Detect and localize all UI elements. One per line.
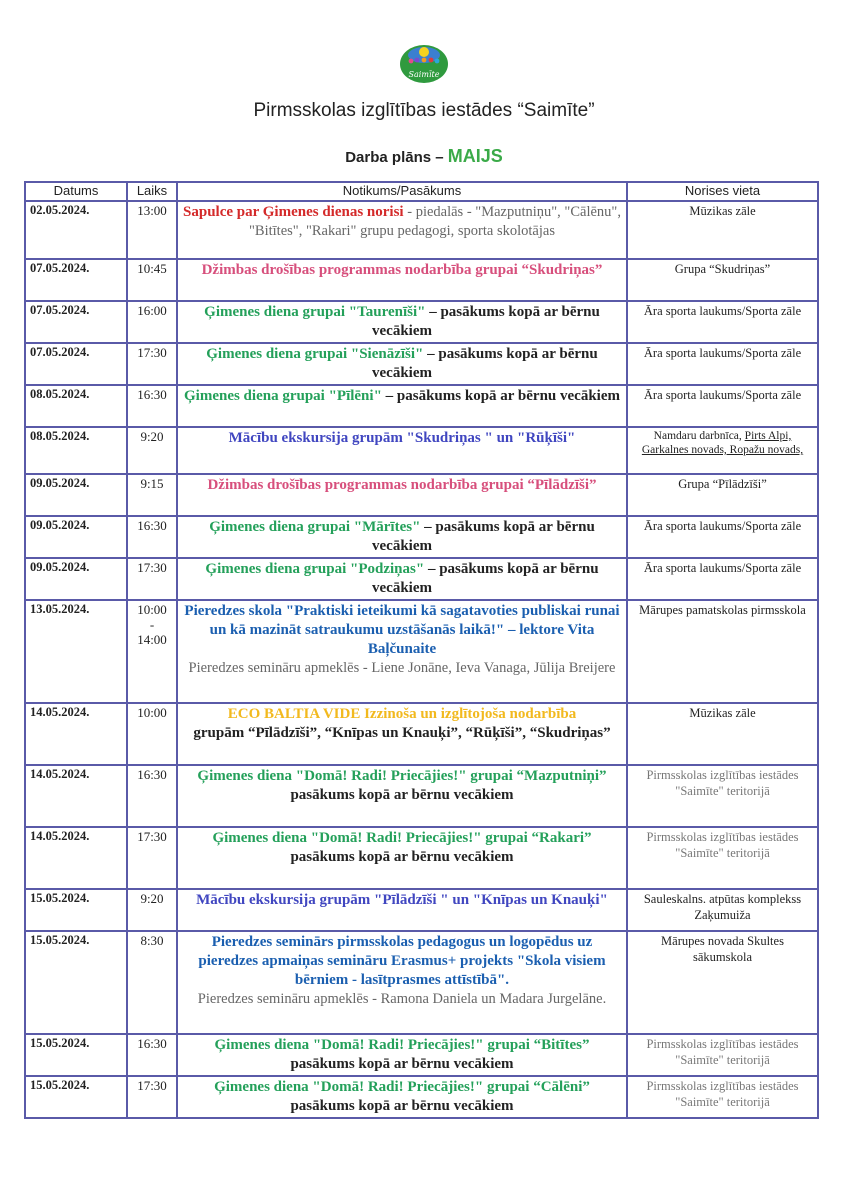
plan-prefix: Darba plāns – [345, 149, 444, 166]
table-header-row [25, 182, 818, 201]
event-title: Ģimenes diena grupai "Pīlēni" [183, 388, 382, 404]
row-date: 07.05.2024. [25, 301, 127, 343]
event-title: Ģimenes diena grupai "Sienāzīši" [206, 346, 424, 362]
row-event [177, 600, 627, 703]
row-event [177, 301, 627, 343]
event-details: pasākums kopā ar bērnu vecākiem [290, 1056, 514, 1072]
table-row [25, 474, 818, 516]
row-place: Pirmsskolas izglītības iestādes "Saimīte" teritorijā [627, 765, 818, 827]
row-date: 14.05.2024. [25, 703, 127, 765]
row-date: 15.05.2024. [25, 1034, 127, 1076]
event-title: Ģimenes diena "Domā! Radi! Priecājies!" grupai “Mazputniņi” [197, 768, 607, 784]
row-time: 17:30 [127, 343, 177, 385]
row-time: 9:15 [127, 474, 177, 516]
event-title: Ģimenes diena "Domā! Radi! Priecājies!" grupai “Rakari” [212, 830, 592, 846]
event-details: pasākums kopā ar bērnu vecākiem [290, 787, 514, 803]
event-details: – pasākums kopā ar bērnu vecākiem [372, 561, 599, 596]
row-time: 10:45 [127, 259, 177, 301]
table-row [25, 427, 818, 474]
event-details: – pasākums kopā ar bērnu vecākiem [381, 388, 620, 404]
place-link[interactable]: Pirts Alpi, Garkalnes novads, Ropažu novads, [641, 430, 804, 456]
row-date: 08.05.2024. [25, 385, 127, 427]
event-details: Pieredzes semināru apmeklēs - Liene Jonāne, Ieva Vanaga, Jūlija Breijere [188, 660, 616, 676]
page-title: Pirmsskolas izglītības iestādes “Saimīte” [253, 100, 595, 121]
row-place: Mūzikas zāle [627, 201, 818, 259]
row-date: 15.05.2024. [25, 889, 127, 931]
event-details: – pasākums kopā ar bērnu vecākiem [372, 519, 595, 554]
event-details: grupām “Pīlādzīši”, “Knīpas un Knauķi”, “Rūķīši”, “Skudriņas” [193, 725, 611, 741]
row-date: 09.05.2024. [25, 558, 127, 600]
row-time: 10:00 [127, 703, 177, 765]
table-row [25, 931, 818, 1034]
row-place [627, 427, 818, 474]
row-event [177, 385, 627, 427]
time-end: 14:00 [137, 632, 167, 647]
row-place: Pirmsskolas izglītības iestādes "Saimīte" teritorijā [627, 827, 818, 889]
row-event [177, 201, 627, 259]
place-part: Namdaru darbnīca, [653, 430, 745, 442]
row-place: Grupa “Skudriņas” [627, 259, 818, 301]
row-date: 09.05.2024. [25, 516, 127, 558]
table-row [25, 201, 818, 259]
row-place: Mārupes pamatskolas pirmsskola [627, 600, 818, 703]
table-row [25, 889, 818, 931]
table-row [25, 703, 818, 765]
row-time: 16:30 [127, 765, 177, 827]
table-row [25, 385, 818, 427]
table-row [25, 301, 818, 343]
event-title: Ģimenes diena grupai "Podziņas" [205, 561, 425, 577]
row-place: Grupa “Pīlādzīši” [627, 474, 818, 516]
table-row [25, 558, 818, 600]
row-place: Mārupes novada Skultes sākumskola [627, 931, 818, 1034]
event-title: Pieredzes skola "Praktiski ieteikumi kā sagatavoties publiskai runai un kā mazināt satraukumu uzstāšanās laikā!" – lektore Vita Baļčunaite [184, 603, 620, 657]
event-details: - piedalās - "Mazputniņu", "Cālēnu", "Bitītes", "Rakari" grupu pedagogi, sporta skolotājas [249, 204, 621, 239]
event-details: pasākums kopā ar bērnu vecākiem [290, 849, 514, 865]
row-event [177, 827, 627, 889]
row-time [127, 600, 177, 703]
row-place: Āra sporta laukums/Sporta zāle [627, 516, 818, 558]
event-details: – pasākums kopā ar bērnu vecākiem [372, 304, 600, 339]
event-title: Džimbas drošības programmas nodarbība grupai “Pīlādzīši” [207, 477, 597, 493]
row-event [177, 1076, 627, 1118]
row-event [177, 765, 627, 827]
row-time: 13:00 [127, 201, 177, 259]
row-place: Āra sporta laukums/Sporta zāle [627, 343, 818, 385]
col-header-time: Laiks [127, 182, 177, 201]
row-time: 17:30 [127, 558, 177, 600]
row-date: 07.05.2024. [25, 343, 127, 385]
row-event [177, 1034, 627, 1076]
table-row [25, 765, 818, 827]
row-time: 17:30 [127, 827, 177, 889]
row-date: 09.05.2024. [25, 474, 127, 516]
row-time: 16:30 [127, 385, 177, 427]
plan-subtitle [0, 146, 848, 167]
event-title: Sapulce par Ģimenes dienas norisi [183, 204, 404, 220]
row-date: 02.05.2024. [25, 201, 127, 259]
row-place: Āra sporta laukums/Sporta zāle [627, 558, 818, 600]
event-title: ECO BALTIA VIDE Izzinoša un izglītojoša nodarbība [227, 706, 577, 722]
row-time: 16:30 [127, 516, 177, 558]
table-row [25, 259, 818, 301]
row-event [177, 427, 627, 474]
row-event [177, 889, 627, 931]
row-event [177, 516, 627, 558]
event-title: Ģimenes diena "Domā! Radi! Priecājies!" grupai “Bitītes” [214, 1037, 590, 1053]
row-date: 15.05.2024. [25, 1076, 127, 1118]
time-separator: - [149, 617, 155, 632]
col-header-place: Norises vieta [627, 182, 818, 201]
table-row [25, 1076, 818, 1118]
event-title: Ģimenes diena "Domā! Radi! Priecājies!" grupai “Cālēni” [214, 1079, 590, 1095]
table-row [25, 516, 818, 558]
row-time: 17:30 [127, 1076, 177, 1118]
row-event [177, 931, 627, 1034]
svg-text:Saimīte: Saimīte [408, 70, 440, 79]
row-time: 9:20 [127, 889, 177, 931]
col-header-date: Datums [25, 182, 127, 201]
row-date: 14.05.2024. [25, 765, 127, 827]
row-event [177, 259, 627, 301]
row-time: 8:30 [127, 931, 177, 1034]
row-place: Mūzikas zāle [627, 703, 818, 765]
row-event [177, 343, 627, 385]
row-date: 08.05.2024. [25, 427, 127, 474]
event-title: Džimbas drošības programmas nodarbība grupai “Skudriņas” [201, 262, 603, 278]
row-place: Pirmsskolas izglītības iestādes "Saimīte" teritorijā [627, 1034, 818, 1076]
table-row [25, 827, 818, 889]
row-date: 07.05.2024. [25, 259, 127, 301]
row-date: 15.05.2024. [25, 931, 127, 1034]
row-time: 9:20 [127, 427, 177, 474]
row-event [177, 558, 627, 600]
table-row [25, 343, 818, 385]
schedule-table [24, 181, 819, 1119]
event-title: Mācību ekskursija grupām "Pīlādzīši " un "Knīpas un Knauķi" [196, 892, 608, 908]
event-title: Mācību ekskursija grupām "Skudriņas " un "Rūķīši" [228, 430, 576, 446]
event-details: Pieredzes semināru apmeklēs - Ramona Daniela un Madara Jurgelāne. [197, 991, 607, 1007]
plan-month: MAIJS [447, 146, 503, 166]
row-date: 13.05.2024. [25, 600, 127, 703]
event-details: pasākums kopā ar bērnu vecākiem [290, 1098, 514, 1114]
row-place: Āra sporta laukums/Sporta zāle [627, 301, 818, 343]
row-event [177, 703, 627, 765]
row-event [177, 474, 627, 516]
row-date: 14.05.2024. [25, 827, 127, 889]
row-time: 16:30 [127, 1034, 177, 1076]
event-title: Pieredzes seminārs pirmsskolas pedagogus un logopēdus uz pieredzes apmaiņas semināru Erasmus+ projekts "Skola visiem bērniem - lasītprasmes attīstībā". [198, 934, 606, 988]
row-place: Sauleskalns. atpūtas komplekss Zaķumuiža [627, 889, 818, 931]
row-time: 16:00 [127, 301, 177, 343]
table-row [25, 1034, 818, 1076]
event-title: Ģimenes diena grupai "Mārītes" [209, 519, 421, 535]
row-place: Āra sporta laukums/Sporta zāle [627, 385, 818, 427]
row-place: Pirmsskolas izglītības iestādes "Saimīte" teritorijā [627, 1076, 818, 1118]
event-details: – pasākums kopā ar bērnu vecākiem [372, 346, 598, 381]
event-title: Ģimenes diena grupai "Taurenīši" [204, 304, 426, 320]
col-header-event: Notikums/Pasākums [177, 182, 627, 201]
saimite-logo [397, 42, 451, 84]
table-row [25, 600, 818, 703]
time-start: 10:00 [137, 602, 167, 617]
